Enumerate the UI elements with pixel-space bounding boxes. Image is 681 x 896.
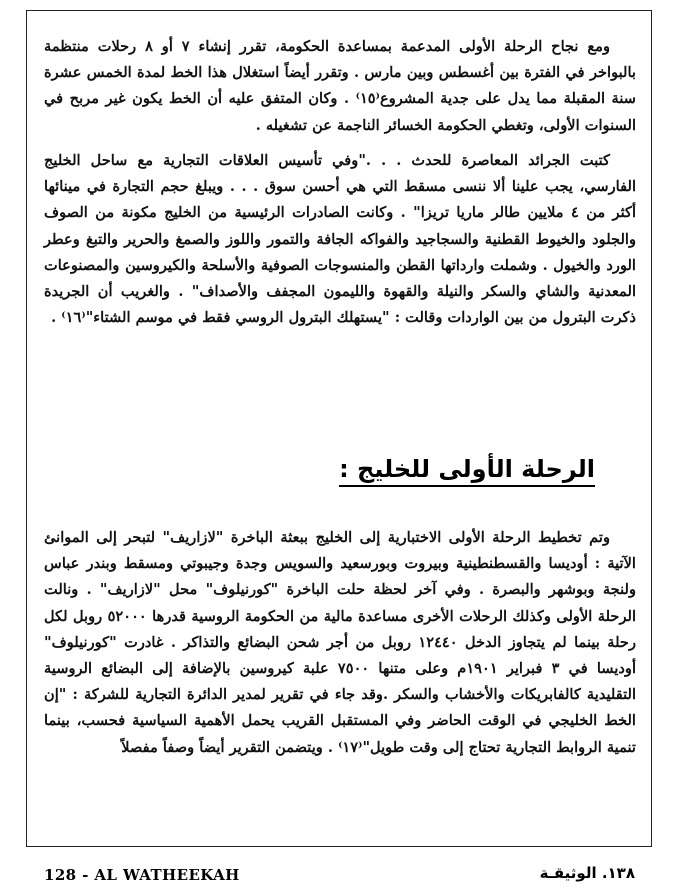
paragraph-text: ومع نجاح الرحلة الأولى المدعمة بمساعدة الحكومة، تقرر إنشاء ٧ أو ٨ رحلات منتظمة بالبواخر في الفترة بين أغسطس وبين مارس . وتقرر أيضاً استغلال هذا الخط لمدة الخمس عشرة سنة المقبلة مما يدل على جدية المشروع⁽١٥⁾ . وكان المتفق عليه أن الخط يكون غير مربح في السنوات الأولى، وتغطي الحكومة الخسائر الناجمة عن تشغيله . — [44, 38, 636, 134]
paragraph-trade-newspapers — [44, 148, 636, 331]
paragraph-text: كتبت الجرائد المعاصرة للحدث . . ."وفي تأسيس العلاقات التجارية مع ساحل الخليج الفارسي، يجب علينا ألا ننسى مسقط التي هي أحسن سوق . . . ويبلغ حجم التجارة في مينائها أكثر من ٤ ملايين طالر ماريا تريزا" . وكانت الصادرات الرئيسية من الخليج مكونة من الصوف والجلود والخيوط القطنية والسجاجيد والفواكه الجافة والتمور واللوز والصمغ والحرير والتبغ وعطر الورد والخيول . وشملت وارداتها القطن والمنسوجات الصوفية والأسلحة والكيروسين والمصنوعات المعدنية والشاي والسكر والنيلة والقهوة والليمون المجفف والأصداف" . والغريب أن الجريدة ذكرت البترول من بين الواردات وقالت : "يستهلك البترول الروسي فقط في موسم الشتاء"⁽١٦⁾ . — [44, 152, 637, 327]
footer-page-number-latin: 128 - AL WATHEEKAH — [44, 866, 240, 884]
section-heading: الرحلة الأولى للخليج : — [339, 455, 595, 487]
paragraph-text: وتم تخطيط الرحلة الأولى الاختبارية إلى الخليج ببعثة الباخرة "لازاريف" لتبحر إلى الموانئ الآتية : أوديسا والقسطنطينية وبيروت وبورسعيد والسويس وجدة وجيبوتي ومسقط وبندر عباس ولنجة وبوشهر والبصرة . وفي آخر لحظة حلت الباخرة "كورنيلوف" محل "لازاريف" . ونالت الرحلة الأولى وكذلك الرحلات الأخرى مساعدة مالية من الحكومة الروسية قدرها ٥٢٠٠٠ روبل لكل رحلة بينما لم يتجاوز الدخل ١٢٤٤٠ روبل من أجر شحن البضائع والتذاكر . غادرت "كورنيلوف" أوديسا في ٣ فبراير ١٩٠١م وعلى متنها ٧٥٠٠ علبة كيروسين بالإضافة إلى البضائع الروسية التقليدية كالفابريكات والأخشاب والسكر .وقد جاء في تقرير لمدير الدائرة التجارية للشركة : "إن الخط الخليجي في الوقت الحاضر وفي المستقبل القريب يحمل الأهمية السياسية فحسب، بينما تنمية الروابط التجارية تحتاج إلى وقت طويل"⁽١٧⁾ . ويتضمن التقرير أيضاً وصفاً مفصلاً — [44, 529, 637, 756]
paragraph-first-voyage — [44, 525, 636, 761]
paragraph-sea-route-plan — [44, 34, 636, 139]
footer-page-number-arabic: ١٣٨. الوثيقـة — [539, 864, 635, 882]
section-heading-container — [339, 455, 595, 483]
